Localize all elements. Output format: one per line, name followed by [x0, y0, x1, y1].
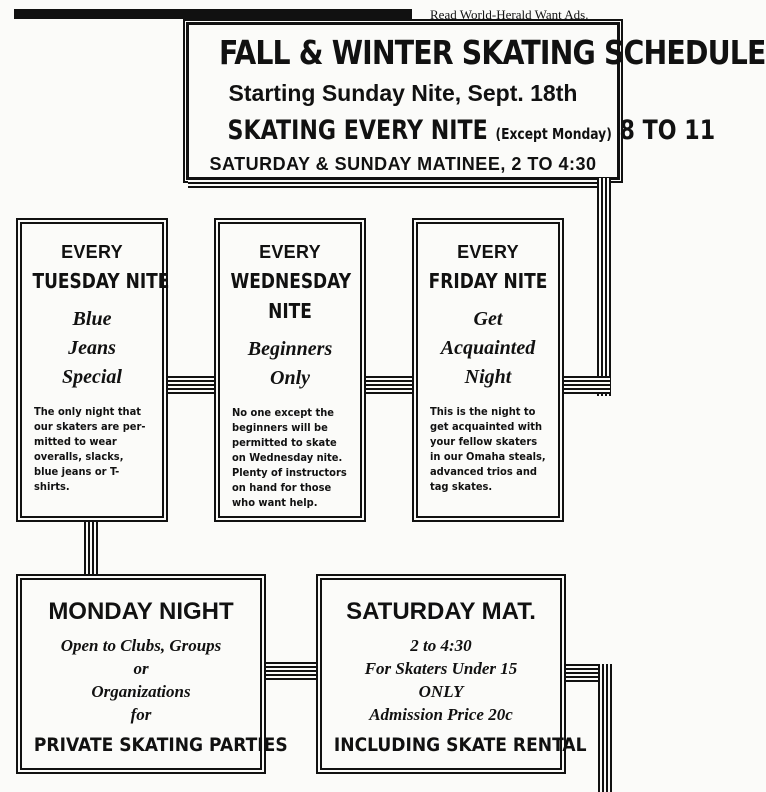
schedule-title: FALL & WINTER SKATING SCHEDULE: [218, 33, 766, 72]
monday-line: Open to Clubs, Groups: [60, 636, 222, 655]
skating-every-nite: [227, 115, 716, 146]
connector-rail-right-bottom: [598, 664, 612, 792]
special-line: Only: [270, 367, 310, 389]
connector-rail-top: [188, 178, 598, 188]
saturday-skate-rental: INCLUDING SKATE RENTAL: [333, 734, 587, 756]
wednesday-title-1: WEDNESDAY: [230, 269, 352, 293]
tuesday-description: The only night that our skaters are per-mitted to wear overalls, slacks, blue jeans or T-shirts.: [34, 405, 146, 493]
friday-box: [416, 222, 560, 518]
matinee-line: SATURDAY & SUNDAY MATINEE, 2 TO 4:30: [209, 154, 597, 174]
wednesday-box: [218, 222, 362, 518]
friday-title: FRIDAY NITE: [428, 269, 548, 293]
monday-private-parties: PRIVATE SKATING PARTIES: [33, 734, 288, 756]
special-line: Beginners: [247, 338, 333, 360]
every-nite-label: SKATING EVERY NITE: [227, 115, 488, 146]
friday-every: EVERY: [457, 242, 519, 262]
special-line: Get: [473, 308, 503, 330]
saturday-title: SATURDAY MAT.: [346, 598, 536, 625]
saturday-line: 2 to 4:30: [410, 636, 472, 655]
special-line: Night: [464, 366, 512, 388]
connector-rail-4: [263, 662, 317, 680]
schedule-header-box: [186, 22, 766, 180]
header-note: Read World-Herald Want Ads.: [430, 7, 589, 22]
monday-title: MONDAY NIGHT: [48, 598, 234, 625]
special-line: Blue: [72, 308, 112, 330]
tuesday-title: TUESDAY NITE: [32, 269, 170, 293]
friday-special: [418, 305, 558, 392]
connector-rail-3: [560, 376, 610, 394]
tuesday-box: [20, 222, 170, 518]
connector-rail-right: [597, 178, 611, 396]
wednesday-title-2: NITE: [268, 299, 312, 323]
saturday-line: ONLY: [418, 682, 464, 701]
monday-box: [20, 578, 288, 770]
wednesday-every: EVERY: [259, 242, 321, 262]
saturday-line: For Skaters Under 15: [364, 659, 518, 678]
tuesday-every: EVERY: [61, 242, 123, 262]
special-line: Acquainted: [440, 337, 536, 359]
wednesday-special: [220, 335, 360, 393]
except-monday: (Except Monday): [495, 125, 612, 143]
start-date: Starting Sunday Nite, Sept. 18th: [228, 80, 578, 106]
connector-rail-down: [84, 518, 100, 578]
nightly-hours: 8 TO 11: [619, 115, 716, 146]
wednesday-description: No one except the beginners will be permitted to skate on Wednesday nite. Plenty of instructors on hand for those who want help.: [232, 406, 347, 509]
monday-line: or: [133, 659, 149, 678]
friday-description: This is the night to get acquainted with your fellow skaters in our Omaha steals, advanced trios and tag skates.: [430, 405, 546, 493]
tuesday-special: [22, 305, 162, 392]
top-rule: [14, 9, 412, 19]
connector-rail-2: [361, 376, 415, 394]
special-line: Jeans: [68, 337, 116, 359]
saturday-line: Admission Price 20c: [369, 705, 513, 724]
saturday-box: [320, 578, 587, 770]
monday-line: for: [130, 705, 152, 724]
monday-line: Organizations: [91, 682, 191, 701]
special-line: Special: [62, 366, 122, 388]
connector-rail-1: [164, 376, 218, 394]
